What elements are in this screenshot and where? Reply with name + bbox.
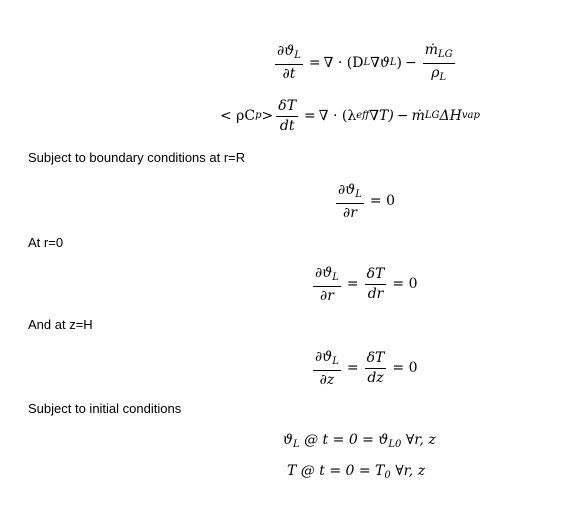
equation-liquid-balance: $\frac{\partial ϑ_L}{\partial t}$ = ∇ · (D L ∇ϑ L ) − $\frac{ṁ_{LG}}{\rho_L}$	[277, 42, 453, 83]
fraction-dT-dr: $\frac{\delta T}{dr}$	[366, 266, 385, 303]
equation-initial-theta: $ϑ_L$ @ $t = 0 = ϑ_{L0}$ ∀r, z	[283, 432, 436, 450]
fraction-dT-dt: $\frac{\delta T}{dt}$	[278, 98, 297, 135]
fraction-dtheta-dt: $\frac{\partial ϑ_L}{\partial t}$	[277, 43, 301, 82]
text-initial-conditions: Subject to initial conditions	[28, 401, 182, 416]
text-at-r0: At r=0	[28, 235, 64, 250]
fraction-dT-dz: $\frac{\delta T}{dz}$	[366, 350, 385, 387]
equation-energy-balance: < ρC p > $\frac{\delta T}{dt}$ = ∇ · (λ eff ∇T) − ṁ LG ΔH vap	[220, 98, 480, 135]
fraction-dtheta-dr-r0: $\frac{\partial ϑ_L}{\partial r}$	[315, 265, 339, 304]
text-at-zH: And at z=H	[28, 317, 93, 332]
fraction-dtheta-dr: $\frac{\partial ϑ_L}{\partial r}$	[338, 182, 362, 221]
fraction-mdot-rho: $\frac{ṁ_{LG}}{\rho_L}$	[424, 42, 453, 83]
equation-boundary-zH: $\frac{\partial ϑ_L}{\partial z}$ = $\frac{\delta T}{dz}$ = 0	[315, 349, 418, 388]
equation-boundary-r0: $\frac{\partial ϑ_L}{\partial r}$ = $\frac{\delta T}{dr}$ = 0	[315, 265, 418, 304]
text-boundary-conditions: Subject to boundary conditions at r=R	[28, 150, 246, 165]
equation-initial-temperature: T @ $t = 0 = T_0$ ∀r, z	[287, 463, 426, 481]
fraction-dtheta-dz: $\frac{\partial ϑ_L}{\partial z}$	[315, 349, 339, 388]
equation-boundary-rR: $\frac{\partial ϑ_L}{\partial r}$ = 0	[338, 182, 395, 221]
